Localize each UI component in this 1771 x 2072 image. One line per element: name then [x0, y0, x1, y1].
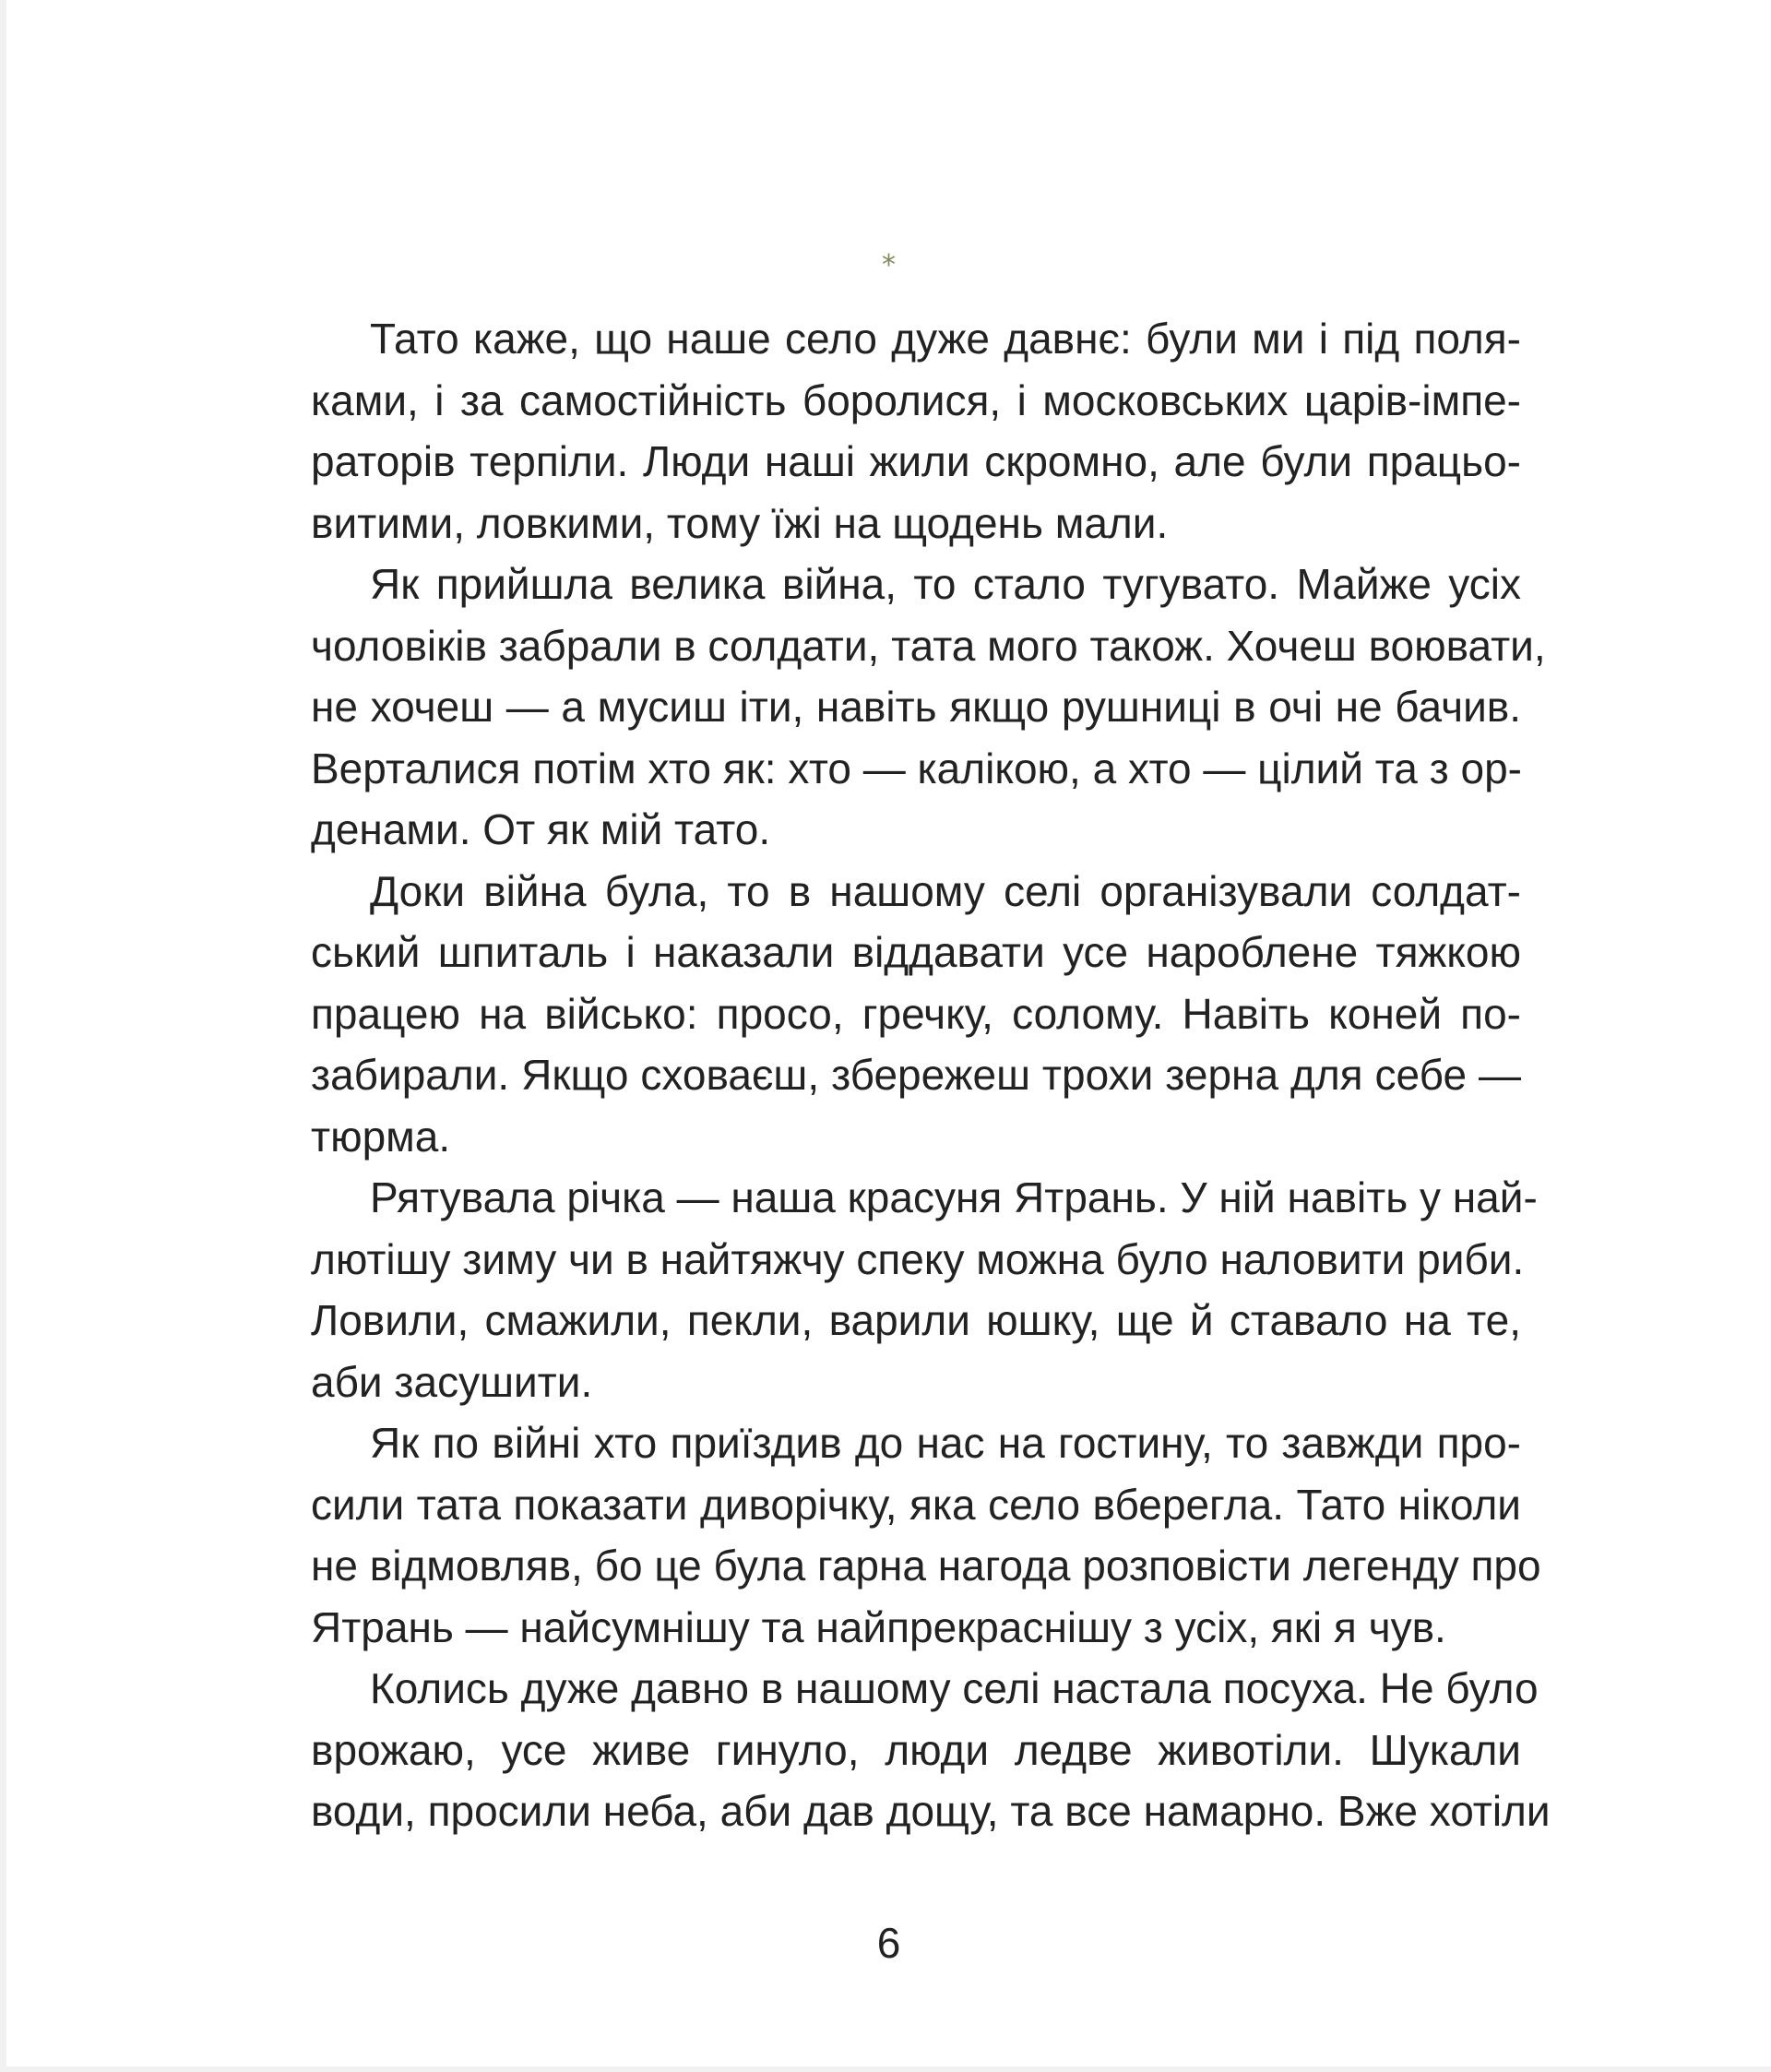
text-line: лютішу зиму чи в найтяжчу спеку можна було наловити риби.: [311, 1234, 1525, 1283]
text-line: врожаю, усе живе гинуло, люди ледве животіли. Шукали: [311, 1725, 1521, 1774]
text-line: працею на військо: просо, гречку, солому. Навіть коней по-: [311, 989, 1521, 1038]
text-line: Ловили, смажили, пекли, варили юшку, ще й ставало на те,: [311, 1296, 1521, 1344]
text-line: витими, ловкими, тому їжі на щодень мали.: [311, 498, 1169, 547]
text-line: ками, і за самостійність боролися, і московських царів-імпе-: [311, 375, 1521, 424]
text-line: Як по війні хто приїздив до нас на гостину, то завжди про-: [370, 1419, 1521, 1467]
book-page: [6, 0, 1771, 2066]
text-line: Тато каже, що наше село дуже давнє: були ми і під поля-: [370, 315, 1521, 363]
text-line: забирали. Якщо сховаєш, збережеш трохи зерна для себе —: [311, 1051, 1521, 1099]
text-line: Ятрань — найсумнішу та найпрекраснішу з усіх, які я чув.: [311, 1602, 1446, 1651]
text-line: сили тата показати диворічку, яка село вберегла. Тато ніколи: [311, 1480, 1521, 1529]
text-line: Верталися потім хто як: хто — калікою, а хто — цілий та з ор-: [311, 744, 1522, 792]
text-line: тюрма.: [311, 1112, 451, 1161]
text-line: чоловіків забрали в солдати, тата мого також. Хочеш воювати,: [311, 621, 1546, 670]
text-line: аби засушити.: [311, 1357, 593, 1406]
text-line: Колись дуже давно в нашому селі настала посуха. Не було: [370, 1664, 1539, 1712]
text-line: не хочеш — а мусиш іти, навіть якщо рушниці в очі не бачив.: [311, 683, 1521, 731]
text-line: Як прийшла велика війна, то стало тугувато. Майже усіх: [370, 560, 1521, 608]
text-line: Рятувала річка — наша красуня Ятрань. У ній навіть у най-: [370, 1173, 1538, 1221]
text-line: Доки війна була, то в нашому селі організували солдат-: [370, 866, 1521, 915]
text-line: ський шпиталь і наказали віддавати усе нароблене тяжкою: [311, 928, 1521, 976]
body-text: [311, 308, 1551, 1842]
text-line: раторів терпіли. Люди наші жили скромно, але були працьо-: [311, 437, 1521, 485]
section-ornament: *: [882, 249, 896, 281]
text-line: води, просили неба, аби дав дощу, та все намарно. Вже хотіли: [311, 1787, 1551, 1835]
text-line: денами. От як мій тато.: [311, 805, 771, 853]
text-line: не відмовляв, бо це була гарна нагода розповісти легенду про: [311, 1542, 1541, 1590]
page-number: 6: [876, 1919, 901, 1967]
